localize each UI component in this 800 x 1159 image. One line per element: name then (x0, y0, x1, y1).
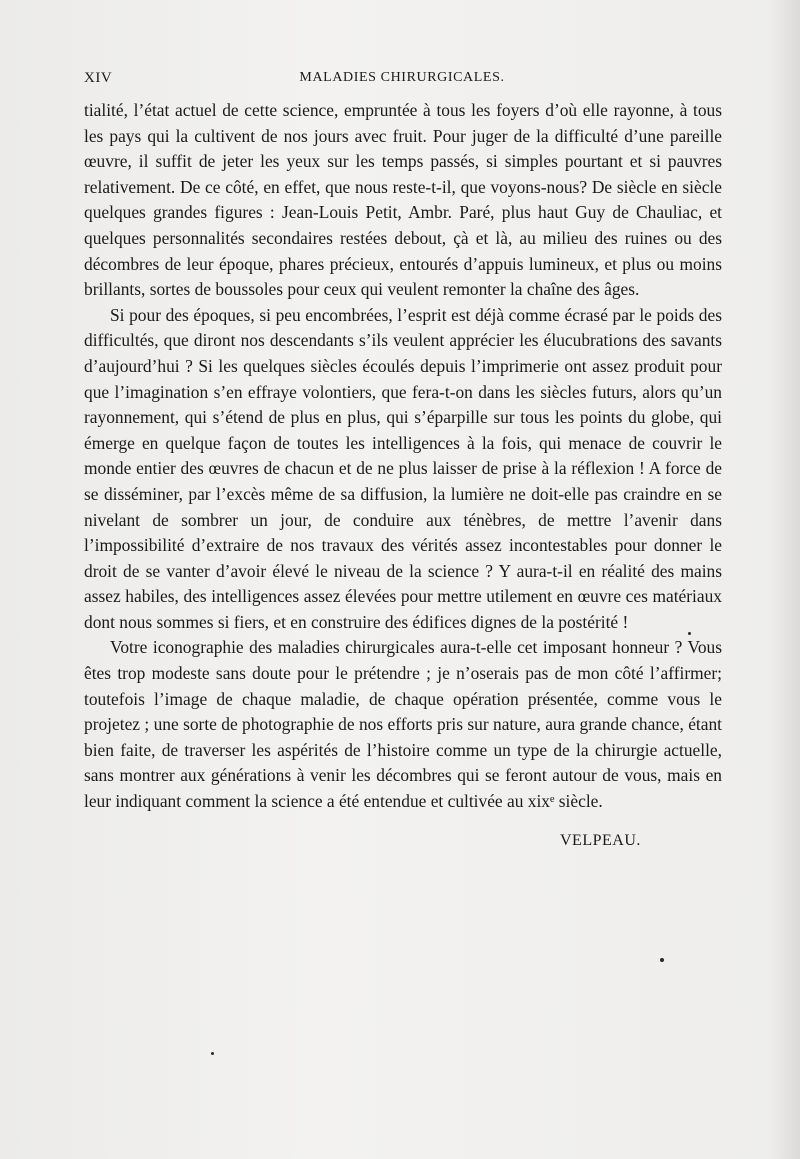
ink-speck (688, 632, 691, 635)
ink-speck (211, 1052, 214, 1055)
paragraph-continuation: tialité, l’état actuel de cette science, empruntée à tous les foyers d’où elle rayonne, à tous les pays qui la cultivent de nos jours avec fruit. Pour juger de la difficulté d’une pareille œuvre, il suffit de jeter les yeux sur les temps passés, si simples pourtant et si pauvres relativement. De ce côté, en effet, que nous reste-t-il, que voyons-nous? De siècle en siècle quelques grandes figures : Jean-Louis Petit, Ambr. Paré, plus haut Guy de Chauliac, et quelques personnalités secondaires restées debout, çà et là, au milieu des ruines ou des décombres de leur époque, phares précieux, entourés d’appuis lumineux, et plus ou moins brillants, sortes de boussoles pour ceux qui veulent remonter la chaîne des âges. (84, 100, 722, 300)
paragraph: Si pour des époques, si peu encombrées, l’esprit est déjà comme écrasé par le poids des difficultés, que diront nos descendants s’ils veulent apprécier les élucubrations des savants d’aujourd’hui ? Si les quelques siècles écoulés depuis l’imprimerie ont assez produit pour que l’imagination s’en effraye volontiers, que fera-t-on dans les siècles futurs, alors qu’un rayonnement, qui s’étend de plus en plus, qui s’éparpille sur tous les points du globe, qui émerge en quelque façon de toutes les intelligences à la fois, qui menace de couvrir le monde entier des œuvres de chacun et de ne plus laisser de prise à la réflexion ! A force de se disséminer, par l’excès même de sa diffusion, la lumière ne doit-elle pas craindre en se nivelant de sombrer un jour, de conduire aux ténèbres, de mettre l’avenir dans l’impossibilité d’extraire de nos travaux des vérités assez incontestables pour donner le droit de se vanter d’avoir élevé le niveau de la science ? Y aura-t-il en réalité des mains assez habiles, des intelligences assez élevées pour mettre utilement en œuvre ces matériaux dont nous sommes si fiers, et en construire des édifices dignes de la postérité ! (84, 304, 722, 632)
body-text (84, 98, 722, 815)
page-header (84, 70, 720, 94)
gutter-shadow (770, 0, 800, 1159)
ink-speck (660, 958, 664, 962)
running-head: MALADIES CHIRURGICALES. (299, 70, 505, 85)
page-number: XIV (84, 70, 113, 86)
signature: VELPEAU. (560, 832, 641, 849)
paragraph: Votre iconographie des maladies chirurgicales aura-t-elle cet imposant honneur ? Vous êtes trop modeste sans doute pour le prétendre ; je n’oserais pas de mon côté l’affirmer; toutefois l’image de chaque maladie, de chaque opération présentée, comme vous le projetez ; une sorte de photographie de nos efforts pris sur nature, aura grande chance, étant bien faite, de traverser les aspérités de l’histoire comme un type de la chirurgie actuelle, sans montrer aux générations à venir les décombres qui se feront autour de vous, mais en leur indiquant comment la science a été entendue et cultivée au xixᵉ siècle. (84, 637, 722, 812)
